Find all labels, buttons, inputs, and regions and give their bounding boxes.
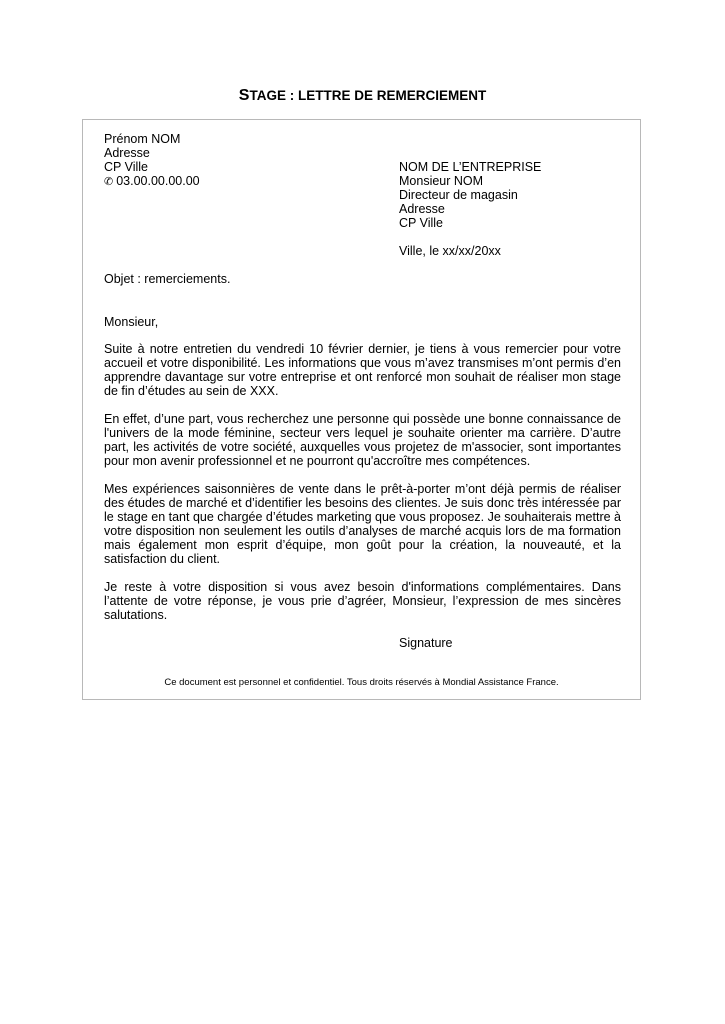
page-title <box>0 87 725 105</box>
phone-icon: ✆ <box>104 176 114 188</box>
recipient-block <box>399 160 541 230</box>
footer-note: Ce document est personnel et confidentiel. Tous droits réservés à Mondial Assistance France. <box>164 677 559 688</box>
recipient-contact: Monsieur NOM <box>399 174 484 188</box>
letter-subject: Objet : remerciements. <box>104 272 231 286</box>
signature: Signature <box>399 636 453 650</box>
paragraph: En effet, d’une part, vous recherchez une personne qui possède une bonne connaissance de l'univers de la mode féminine, secteur vers lequel je souhaite orienter ma carrière. D’autre part, les activités de votre société, auxquelles vous projetez de m'associer, sont importantes pour mon avenir professionnel et ne pourront qu'accroître mes compétences. <box>104 412 621 468</box>
paragraph: Suite à notre entretien du vendredi 10 février dernier, je tiens à vous remercier pour votre accueil et votre disponibilité. Les informations que vous m’avez transmises m’ont permis d’en apprendre davantage sur votre entreprise et ont renforcé mon souhait de réaliser mon stage de fin d’études au sein de XXX. <box>104 342 621 398</box>
sender-phone: 03.00.00.00.00 <box>116 174 200 188</box>
sender-phone-line <box>104 174 200 189</box>
recipient-address: Adresse <box>399 202 445 216</box>
sender-address: Adresse <box>104 146 150 160</box>
title-initial: S <box>238 87 250 104</box>
letter-date: Ville, le xx/xx/20xx <box>399 244 501 258</box>
paragraph: Je reste à votre disposition si vous avez besoin d'informations complémentaires. Dans l’attente de votre réponse, je vous prie d’agréer, Monsieur, l’expression de mes sincères salutations. <box>104 580 621 622</box>
sender-city: CP Ville <box>104 160 149 174</box>
sender-block <box>104 132 200 189</box>
sender-name: Prénom NOM <box>104 132 181 146</box>
letter-body <box>104 342 621 636</box>
paragraph: Mes expériences saisonnières de vente dans le prêt-à-porter m’ont déjà permis de réaliser des études de marché et d’identifier les besoins des clientes. Je suis donc très intéressée par le stage en tant que chargée d’études marketing que vous proposez. Je souhaiterais mettre à votre disposition non seulement les outils d’analyses de marché acquis lors de ma formation mais également mon esprit d’équipe, mon goût pour la création, la nouveauté, et la satisfaction du client. <box>104 482 621 566</box>
salutation: Monsieur, <box>104 315 159 329</box>
recipient-company: NOM DE L’ENTREPRISE <box>399 160 542 174</box>
title-rest: TAGE : LETTRE DE REMERCIEMENT <box>249 88 487 103</box>
recipient-role: Directeur de magasin <box>399 188 518 202</box>
recipient-city: CP Ville <box>399 216 444 230</box>
